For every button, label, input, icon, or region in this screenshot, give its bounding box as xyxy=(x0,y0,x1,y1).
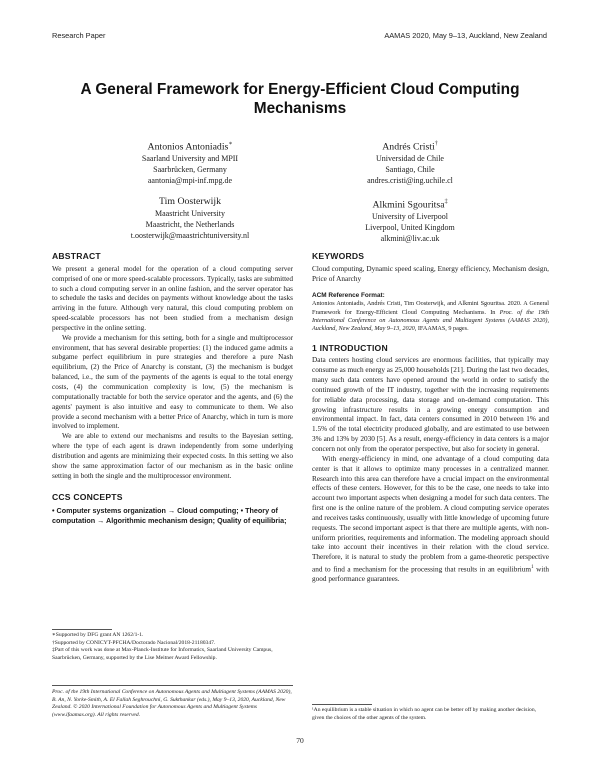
author-email[interactable]: aantonia@mpi-inf.mpg.de xyxy=(147,176,233,186)
author-email[interactable]: t.oosterwijk@maastrichtuniversity.nl xyxy=(130,231,250,240)
ccs-concepts: • Computer systems organization → Cloud computing; • Theory of computation → Algorithmic mechanism design; Quality of equilibria; xyxy=(52,506,287,525)
footnote-rule xyxy=(52,629,112,630)
author-affiliation: Saarland University and MPII xyxy=(141,154,239,164)
keywords-text: Cloud computing, Dynamic speed scaling, Energy efficiency, Mechanism design, Price of Anarchy xyxy=(312,264,549,283)
proceedings-notice: Proc. of the 19th International Conference on Autonomous Agents and Multiagent Systems (AAMAS 2020), B. An, N. Yorke-Smith, A. El Fallah Seghrouchni, G. Sukthankar (eds.), May 9–13, 2020, Auckland, New Zealand. © 2020 International Foundation for Autonomous Agents and Multiagent Systems (www.ifaamas.org). All rights reserved. xyxy=(52,689,292,718)
author-location: Maastricht, the Netherlands xyxy=(145,220,235,229)
keywords-heading: KEYWORDS xyxy=(312,251,365,261)
author-affiliation: University of Liverpool xyxy=(372,212,448,222)
reference-format-text: Antonios Antoniadis, Andrés Cristi, Tim Oosterwijk, and Alkmini Sgouritsa. 2020. A General Framework for Energy-Efficient Cloud Computing Mechanisms. In Proc. of the 19th International Conference on Autonomous Agents and Multiagent Systems (AAMAS 2020), Auckland, New Zealand, May 9–13, 2020, IFAAMAS, 9 pages. xyxy=(312,300,549,333)
author-block-2 xyxy=(310,138,510,186)
left-column xyxy=(52,252,293,525)
running-head-left: Research Paper xyxy=(52,31,106,40)
abstract-paragraph-2: We provide a mechanism for this setting, both for a single and multiprocessor environment, that has several desirable properties: (1) the induced game admits a subgame perfect equilibrium in pure strategies and therefore a pure Nash equilibrium, (2) the Price of Anarchy is constant, (3) the mechanism is budget balanced, i.e., the sum of the payments of the agents is equal to the total energy costs, (4) the communication complexity is low, (5) the mechanism is computationally tractable for both the service operator and the agents, and (6) the agents' payment is also intuitive and easy to communicate to them. We also provide a second mechanism with a better Price of Anarchy, which in turn is more involved to implement. xyxy=(52,333,293,431)
author-location: Liverpool, United Kingdom xyxy=(365,223,455,233)
equilibrium-footnote: ¹An equilibrium is a stable situation in which no agent can be better off by making another decision, given the choices of the other agents of the system. xyxy=(312,707,537,721)
proceedings-rule xyxy=(52,685,293,686)
introduction-heading: 1 INTRODUCTION xyxy=(312,342,388,353)
right-column xyxy=(312,252,549,585)
abstract-paragraph-3: We are able to extend our mechanisms and results to the Bayesian setting, where the type of each agent is drawn independently from some underlying distribution and agents are minimizing their expected costs. In this setting we also show the same approximation factor of our mechanism as in the basic online setting in both the single and the multiprocessor environment. xyxy=(52,432,293,480)
intro-paragraph-1: Data centers hosting cloud services are enormous facilities, that typically may consume as much energy as 25,000 households [21]. During the last two decades, many such data centers have opened around the world in order to satisfy the continued growth of the IT industry, together with the increasing requirements for reliable data processing, data storage and on-demand computation. This growing infrastructure results in a growing energy consumption and environmental impact. In fact, data centers consumed in 2010 between 1% and 1.5% of the total electricity produced globally, and are estimated to use between 3% and 13% by 2030 [5]. As a result, energy-efficiency in data centers is a major concern not only from the operator perspective, but also for society in general. xyxy=(312,356,549,453)
footnote-1: ∗Supported by DFG grant AN 1262/1-1. xyxy=(52,632,144,638)
author-name: Tim Oosterwijk xyxy=(159,196,221,207)
author-block-3 xyxy=(90,196,290,241)
author-block-1 xyxy=(90,138,290,186)
author-block-4 xyxy=(310,196,510,244)
abstract-heading: ABSTRACT xyxy=(52,251,101,261)
page-number: 70 xyxy=(296,736,304,745)
author-email[interactable]: andres.cristi@ing.uchile.cl xyxy=(367,176,453,186)
author-name: Andrés Cristi† xyxy=(382,141,438,153)
author-location: Saarbrücken, Germany xyxy=(153,165,227,175)
abstract-paragraph-1: We present a general model for the operation of a cloud computing server comprised of one or more speed-scalable processors. Typically, tasks are submitted to such a cloud computing server in an online fashion, and the server operator has to schedule the tasks and decides on payments without knowledge about the tasks arriving in the future. Although very natural, this cloud computing problem on speed-scalable processors has not been studied from a mechanism design perspective in the online setting. xyxy=(52,264,293,332)
footnote-2: †Supported by CONICYT-PFCHA/Doctorado Nacional/2018-21180347. xyxy=(52,639,216,646)
author-name: Antonios Antoniadis∗ xyxy=(147,141,233,153)
footnote-3: ‡Part of this work was done at Max-Planck-Institute for Informatics, Saarland University Campus, Saarbrücken, Germany, supported by the Lise Meitner Award Fellowship. xyxy=(52,647,273,661)
reference-format-heading: ACM Reference Format: xyxy=(312,291,385,299)
author-name: Alkmini Sgouritsa‡ xyxy=(372,199,448,211)
author-email[interactable]: alkmini@liv.ac.uk xyxy=(380,234,440,244)
running-head-right: AAMAS 2020, May 9–13, Auckland, New Zealand xyxy=(384,31,547,40)
ccs-heading: CCS CONCEPTS xyxy=(52,492,123,503)
right-footnote-rule xyxy=(312,704,372,705)
paper-title: A General Framework for Energy-Efficient Cloud Computing Mechanisms xyxy=(80,81,520,117)
intro-paragraph-2: With energy-efficiency in mind, one advantage of a cloud computing data center is that it allows to optimize many processes in a centralized manner. Research into this area can therefore have a crucial impact on the environmental effects of these centers. However, for this to be the case, one needs to take into account two important aspects when designing a model for such data centers. The first one is the online nature of the problem. A cloud computing service operates and receives tasks continuously, usually with little knowledge of upcoming future requests. The second important aspect is that there are multiple agents, with non-uniform priorities, requirements and information. The modeling approach should take into account their incentives in their relation with the cloud service. Therefore, it is natural to study the problem from a game-theoretic perspective and to find a mechanism for the processing that results in an equilibrium$^1$ with good performance guarantees. xyxy=(312,454,550,584)
author-location: Santiago, Chile xyxy=(385,165,435,175)
author-affiliation: Maastricht University xyxy=(155,209,225,218)
author-footnotes xyxy=(52,632,293,662)
author-affiliation: Universidad de Chile xyxy=(376,154,444,164)
